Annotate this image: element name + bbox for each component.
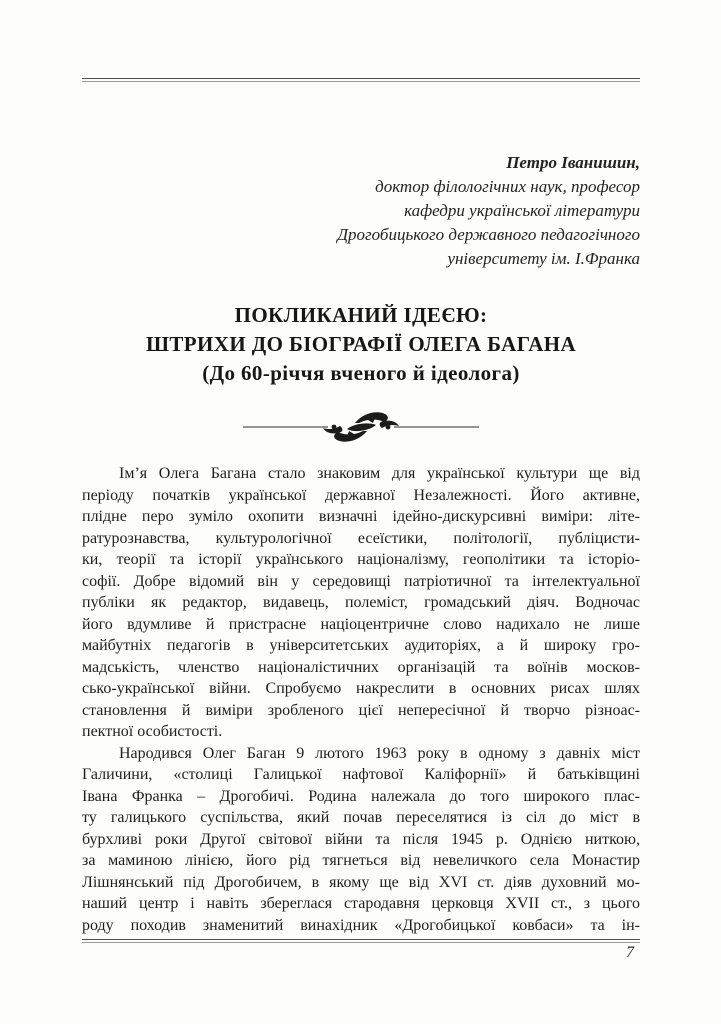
title-line: (До 60-річчя вченого й ідеолога) bbox=[202, 361, 520, 385]
body-text-line: роду походив знаменитий винахідник «Дрогобицької ковбаси» та ін- bbox=[82, 916, 640, 934]
body-text-line: наший центр і навіть збереглася стародавня церковця XVII ст., з цього bbox=[82, 895, 640, 912]
paragraph bbox=[82, 743, 640, 937]
bottom-rule bbox=[82, 939, 640, 943]
body-text-line: публіки як редактор, видавець, полеміст, громадський діяч. Водночас bbox=[82, 594, 640, 611]
body-text-line: бурхливі роки Другої світової війни та після 1945 р. Однією ниткою, bbox=[82, 830, 640, 848]
article-title bbox=[82, 301, 640, 388]
body-text-line: софії. Добре відомий він у середовищі патріотичної та інтелектуальної bbox=[82, 572, 640, 590]
author-affiliation-line: кафедри української літератури bbox=[404, 201, 640, 220]
body-text-line: Лішнянський під Дрогобичем, в якому ще від XVI ст. діяв духовний мо- bbox=[82, 873, 640, 891]
body-text-line: плідне перо зуміло охопити визначні ідейно-дискурсивні виміри: літе- bbox=[82, 508, 640, 525]
body-text-line: мадськість, членство націоналістичних організацій та воїнів москов- bbox=[82, 658, 640, 676]
paragraph bbox=[82, 463, 640, 743]
page-number: 7 bbox=[626, 944, 634, 961]
body-text-line: періоду початків української державної Незалежності. Його активне, bbox=[82, 486, 640, 504]
body-text-line: ту галицького суспільства, який почав переселятися із сіл до міст в bbox=[82, 809, 640, 826]
author-name: Петро Іванишин, bbox=[506, 153, 640, 172]
body-text-line: сько-української війни. Спробуємо накреслити в основних рисах шлях bbox=[82, 680, 640, 697]
leaf-flourish-icon bbox=[243, 406, 479, 448]
body-text-line: його вдумливе й пристрасне націоцентричне слово надихало не лише bbox=[82, 615, 640, 633]
body-text-line: Галичини, «столиці Галицької нафтової Каліфорнії» й батьківщині bbox=[82, 766, 640, 783]
title-line: ПОКЛИКАНИЙ ІДЕЄЮ: bbox=[234, 303, 488, 327]
author-affiliation-line: Дрогобицького державного педагогічного bbox=[337, 225, 640, 244]
body-text-line: Народився Олег Баган 9 лютого 1963 року в одному з давніх міст bbox=[119, 744, 640, 762]
author-block bbox=[82, 151, 640, 271]
author-affiliation-line: доктор філологічних наук, професор bbox=[375, 177, 640, 196]
body-text-line: Івана Франка – Дрогобичі. Родина належала до того широкого плас- bbox=[82, 787, 640, 805]
body-text-line: Ім’я Олега Багана стало знаковим для української культури ще від bbox=[119, 465, 640, 482]
author-affiliation-line: університету ім. І.Франка bbox=[447, 249, 640, 268]
ornament-divider bbox=[82, 406, 640, 448]
body-text-line: пектної особистості. bbox=[82, 723, 223, 740]
body-text-line: ки, теорії та історії українського націоналізму, геополітики та історіо- bbox=[82, 551, 640, 568]
body-text-line: становлення й виміри зробленого цієї непересічної й творчо різноас- bbox=[82, 701, 640, 719]
top-rule bbox=[82, 78, 640, 82]
body-text-line: ратурознавства, культурологічної есеїстики, політології, публіцисти- bbox=[82, 529, 640, 547]
title-line: ШТРИХИ ДО БІОГРАФІЇ ОЛЕГА БАГАНА bbox=[145, 332, 577, 356]
body-text-line: майбутніх педагогів в університетських аудиторіях, а й широку гро- bbox=[82, 637, 640, 654]
article-body bbox=[82, 463, 640, 936]
body-text-line: за маминою лінією, його рід тягнеться від невеличкого села Монастир bbox=[82, 852, 640, 869]
